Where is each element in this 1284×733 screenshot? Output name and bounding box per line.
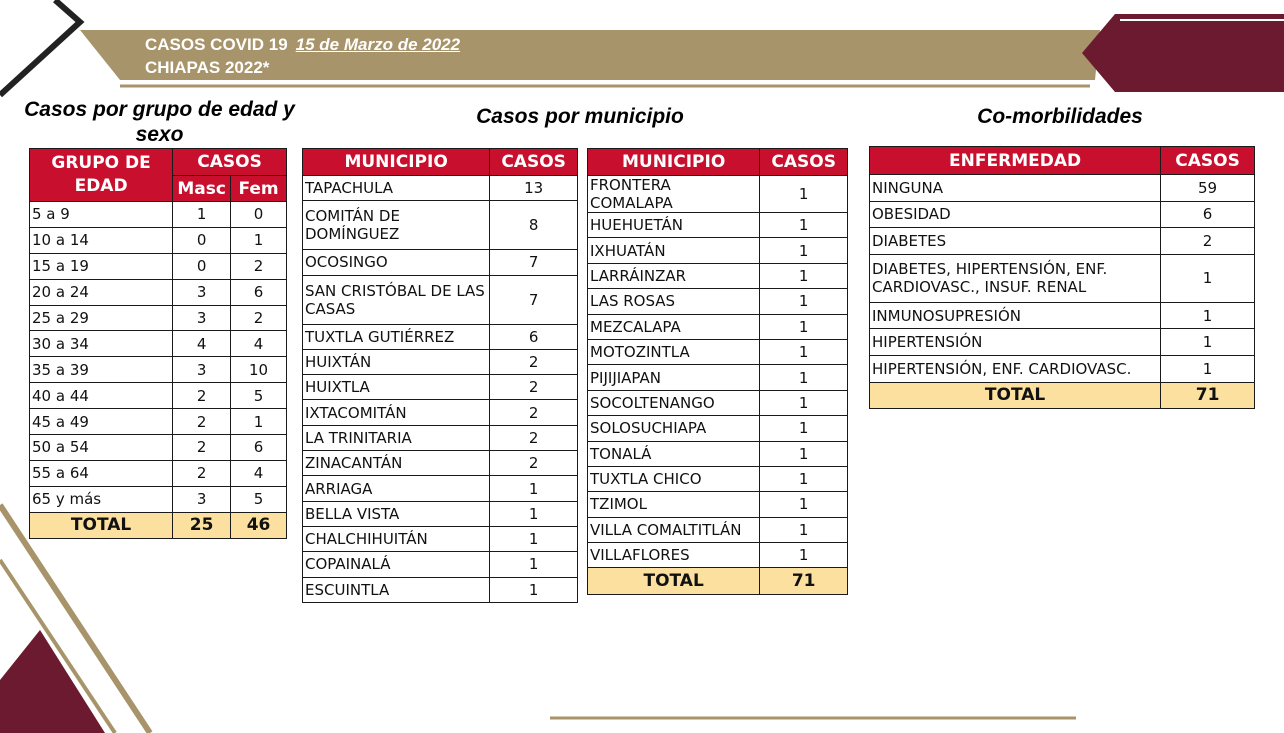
row-value: 2	[1161, 228, 1255, 255]
row-label: LAS ROSAS	[588, 289, 760, 314]
row-label: NINGUNA	[870, 175, 1161, 202]
row-label: FRONTERA COMALAPA	[588, 176, 760, 213]
row-label: BELLA VISTA	[303, 501, 490, 526]
row-label: SAN CRISTÓBAL DE LAS CASAS	[303, 275, 490, 324]
table-row	[870, 254, 1255, 302]
row-label: ZINACANTÁN	[303, 451, 490, 476]
row-value: 1	[760, 517, 848, 542]
header-subtitle: CHIAPAS 2022*	[145, 58, 270, 77]
table-row	[30, 202, 287, 228]
row-label: 40 a 44	[30, 383, 173, 409]
row-value: 1	[760, 466, 848, 491]
age-section-title: Casos por grupo de edad y sexo	[24, 98, 295, 146]
row-value: 6	[231, 279, 287, 305]
table-row	[30, 305, 287, 331]
municipio-table-2	[587, 148, 848, 595]
row-label: TUXTLA CHICO	[588, 466, 760, 491]
row-value: 13	[490, 176, 578, 201]
table-row	[30, 279, 287, 305]
row-label: 55 a 64	[30, 460, 173, 486]
table-row	[303, 577, 578, 602]
row-label: 20 a 24	[30, 279, 173, 305]
row-value: 1	[760, 543, 848, 568]
row-value: 1	[231, 409, 287, 435]
row-label: TAPACHULA	[303, 176, 490, 201]
row-value: 59	[1161, 175, 1255, 202]
table-row	[303, 275, 578, 324]
table-row	[588, 289, 848, 314]
table-row	[870, 355, 1255, 382]
age-total-row	[30, 512, 287, 538]
municipio-header: MUNICIPIO	[303, 149, 490, 176]
row-label: LARRÁINZAR	[588, 263, 760, 288]
row-value: 1	[173, 202, 231, 228]
row-label: 30 a 34	[30, 331, 173, 357]
table-row	[303, 176, 578, 201]
table-row	[588, 263, 848, 288]
table-row	[303, 349, 578, 374]
header-text	[145, 33, 460, 79]
table-row	[870, 302, 1255, 329]
row-value: 2	[231, 253, 287, 279]
row-value: 3	[173, 279, 231, 305]
row-value: 1	[760, 441, 848, 466]
row-value: 5	[231, 486, 287, 512]
row-label: 65 y más	[30, 486, 173, 512]
header-banner-maroon	[1082, 14, 1284, 92]
table-row	[303, 501, 578, 526]
row-value: 0	[173, 227, 231, 253]
row-value: 2	[490, 451, 578, 476]
row-label: HUEHUETÁN	[588, 213, 760, 238]
row-label: HUIXTLA	[303, 375, 490, 400]
table-row	[588, 466, 848, 491]
table-row	[303, 400, 578, 425]
table-row	[588, 416, 848, 441]
municipio-section-title: Casos por municipio	[476, 105, 684, 128]
table-row	[588, 314, 848, 339]
table-row	[303, 375, 578, 400]
row-value: 1	[760, 289, 848, 314]
row-value: 7	[490, 250, 578, 275]
row-value: 1	[490, 552, 578, 577]
row-value: 4	[231, 331, 287, 357]
table-row	[303, 425, 578, 450]
row-label: TONALÁ	[588, 441, 760, 466]
row-value: 6	[231, 435, 287, 461]
row-label: DIABETES, HIPERTENSIÓN, ENF. CARDIOVASC., INSUF. RENAL	[870, 254, 1161, 302]
row-value: 2	[490, 425, 578, 450]
row-label: HIPERTENSIÓN	[870, 329, 1161, 356]
row-value: 3	[173, 357, 231, 383]
total-label: TOTAL	[588, 568, 760, 595]
row-label: 25 a 29	[30, 305, 173, 331]
row-value: 1	[231, 227, 287, 253]
total-value: 71	[1161, 382, 1255, 408]
casos-header: CASOS	[490, 149, 578, 176]
row-label: IXHUATÁN	[588, 238, 760, 263]
row-label: PIJIJIAPAN	[588, 365, 760, 390]
row-label: OBESIDAD	[870, 201, 1161, 228]
table-row	[588, 517, 848, 542]
row-label: OCOSINGO	[303, 250, 490, 275]
table-row	[870, 175, 1255, 202]
row-label: 15 a 19	[30, 253, 173, 279]
table-row	[303, 324, 578, 349]
municipio-table-1	[302, 148, 578, 603]
row-value: 6	[1161, 201, 1255, 228]
row-label: COPAINALÁ	[303, 552, 490, 577]
table-row	[303, 201, 578, 250]
table-row	[303, 451, 578, 476]
row-value: 4	[173, 331, 231, 357]
row-value: 2	[231, 305, 287, 331]
row-value: 2	[490, 349, 578, 374]
row-value: 4	[231, 460, 287, 486]
row-label: 10 a 14	[30, 227, 173, 253]
row-value: 2	[490, 400, 578, 425]
row-label: SOCOLTENANGO	[588, 390, 760, 415]
row-label: 45 a 49	[30, 409, 173, 435]
row-label: CHALCHIHUITÁN	[303, 526, 490, 551]
row-label: MOTOZINTLA	[588, 339, 760, 364]
row-value: 1	[1161, 302, 1255, 329]
table-row	[870, 329, 1255, 356]
age-group-header: GRUPO DE EDAD	[30, 149, 173, 202]
row-label: LA TRINITARIA	[303, 425, 490, 450]
row-value: 1	[760, 176, 848, 213]
row-label: 35 a 39	[30, 357, 173, 383]
row-label: 50 a 54	[30, 435, 173, 461]
row-value: 1	[1161, 254, 1255, 302]
row-label: SOLOSUCHIAPA	[588, 416, 760, 441]
table-row	[588, 543, 848, 568]
comorb-total-row	[870, 382, 1255, 408]
row-value: 1	[490, 501, 578, 526]
table-row	[870, 201, 1255, 228]
header-title-line	[145, 33, 460, 56]
row-label: COMITÁN DE DOMÍNGUEZ	[303, 201, 490, 250]
casos-header: CASOS	[1161, 147, 1255, 175]
table-row	[303, 476, 578, 501]
table-row	[588, 339, 848, 364]
row-value: 1	[760, 263, 848, 288]
row-value: 2	[173, 383, 231, 409]
comorbidity-table	[869, 146, 1255, 409]
row-value: 6	[490, 324, 578, 349]
row-value: 1	[760, 365, 848, 390]
table-row	[30, 486, 287, 512]
row-value: 0	[231, 202, 287, 228]
row-value: 1	[1161, 329, 1255, 356]
row-value: 1	[760, 492, 848, 517]
row-value: 5	[231, 383, 287, 409]
row-value: 1	[490, 476, 578, 501]
row-value: 2	[173, 409, 231, 435]
table-row	[870, 228, 1255, 255]
row-label: DIABETES	[870, 228, 1161, 255]
row-label: 5 a 9	[30, 202, 173, 228]
row-label: ESCUINTLA	[303, 577, 490, 602]
masc-header: Masc	[173, 176, 231, 202]
table-row	[303, 250, 578, 275]
row-label: VILLAFLORES	[588, 543, 760, 568]
row-value: 1	[760, 390, 848, 415]
row-value: 2	[173, 435, 231, 461]
row-value: 10	[231, 357, 287, 383]
table-row	[588, 365, 848, 390]
total-label: TOTAL	[30, 512, 173, 538]
total-masc: 25	[173, 512, 231, 538]
row-label: TZIMOL	[588, 492, 760, 517]
table-row	[303, 552, 578, 577]
total-label: TOTAL	[870, 382, 1161, 408]
row-value: 8	[490, 201, 578, 250]
table-row	[588, 213, 848, 238]
row-label: IXTACOMITÁN	[303, 400, 490, 425]
table-row	[588, 176, 848, 213]
row-label: VILLA COMALTITLÁN	[588, 517, 760, 542]
row-value: 1	[490, 526, 578, 551]
table-row	[30, 253, 287, 279]
row-value: 7	[490, 275, 578, 324]
row-value: 1	[760, 238, 848, 263]
enfermedad-header: ENFERMEDAD	[870, 147, 1161, 175]
table-row	[588, 238, 848, 263]
total-fem: 46	[231, 512, 287, 538]
row-value: 2	[173, 460, 231, 486]
row-label: ARRIAGA	[303, 476, 490, 501]
table-row	[30, 409, 287, 435]
row-value: 0	[173, 253, 231, 279]
row-value: 1	[490, 577, 578, 602]
row-label: MEZCALAPA	[588, 314, 760, 339]
fem-header: Fem	[231, 176, 287, 202]
table-row	[588, 492, 848, 517]
table-row	[30, 331, 287, 357]
row-label: TUXTLA GUTIÉRREZ	[303, 324, 490, 349]
table-row	[30, 383, 287, 409]
table-row	[30, 460, 287, 486]
row-value: 2	[490, 375, 578, 400]
row-label: HUIXTÁN	[303, 349, 490, 374]
table-row	[303, 526, 578, 551]
comorb-section-title: Co-morbilidades	[977, 105, 1143, 128]
age-casos-header: CASOS	[173, 149, 287, 176]
row-value: 1	[760, 213, 848, 238]
row-label: HIPERTENSIÓN, ENF. CARDIOVASC.	[870, 355, 1161, 382]
row-label: INMUNOSUPRESIÓN	[870, 302, 1161, 329]
municipio-header: MUNICIPIO	[588, 149, 760, 176]
table-row	[588, 390, 848, 415]
age-table	[29, 148, 287, 539]
municipio-total-row	[588, 568, 848, 595]
table-row	[30, 227, 287, 253]
casos-header: CASOS	[760, 149, 848, 176]
row-value: 1	[760, 314, 848, 339]
row-value: 3	[173, 305, 231, 331]
table-row	[30, 357, 287, 383]
table-row	[30, 435, 287, 461]
header-title: CASOS COVID 19	[145, 35, 288, 54]
row-value: 1	[1161, 355, 1255, 382]
table-row	[588, 441, 848, 466]
row-value: 1	[760, 339, 848, 364]
total-value: 71	[760, 568, 848, 595]
header-date: 15 de Marzo de 2022	[295, 35, 461, 54]
row-value: 3	[173, 486, 231, 512]
row-value: 1	[760, 416, 848, 441]
corner-chevron-top	[0, 0, 80, 95]
